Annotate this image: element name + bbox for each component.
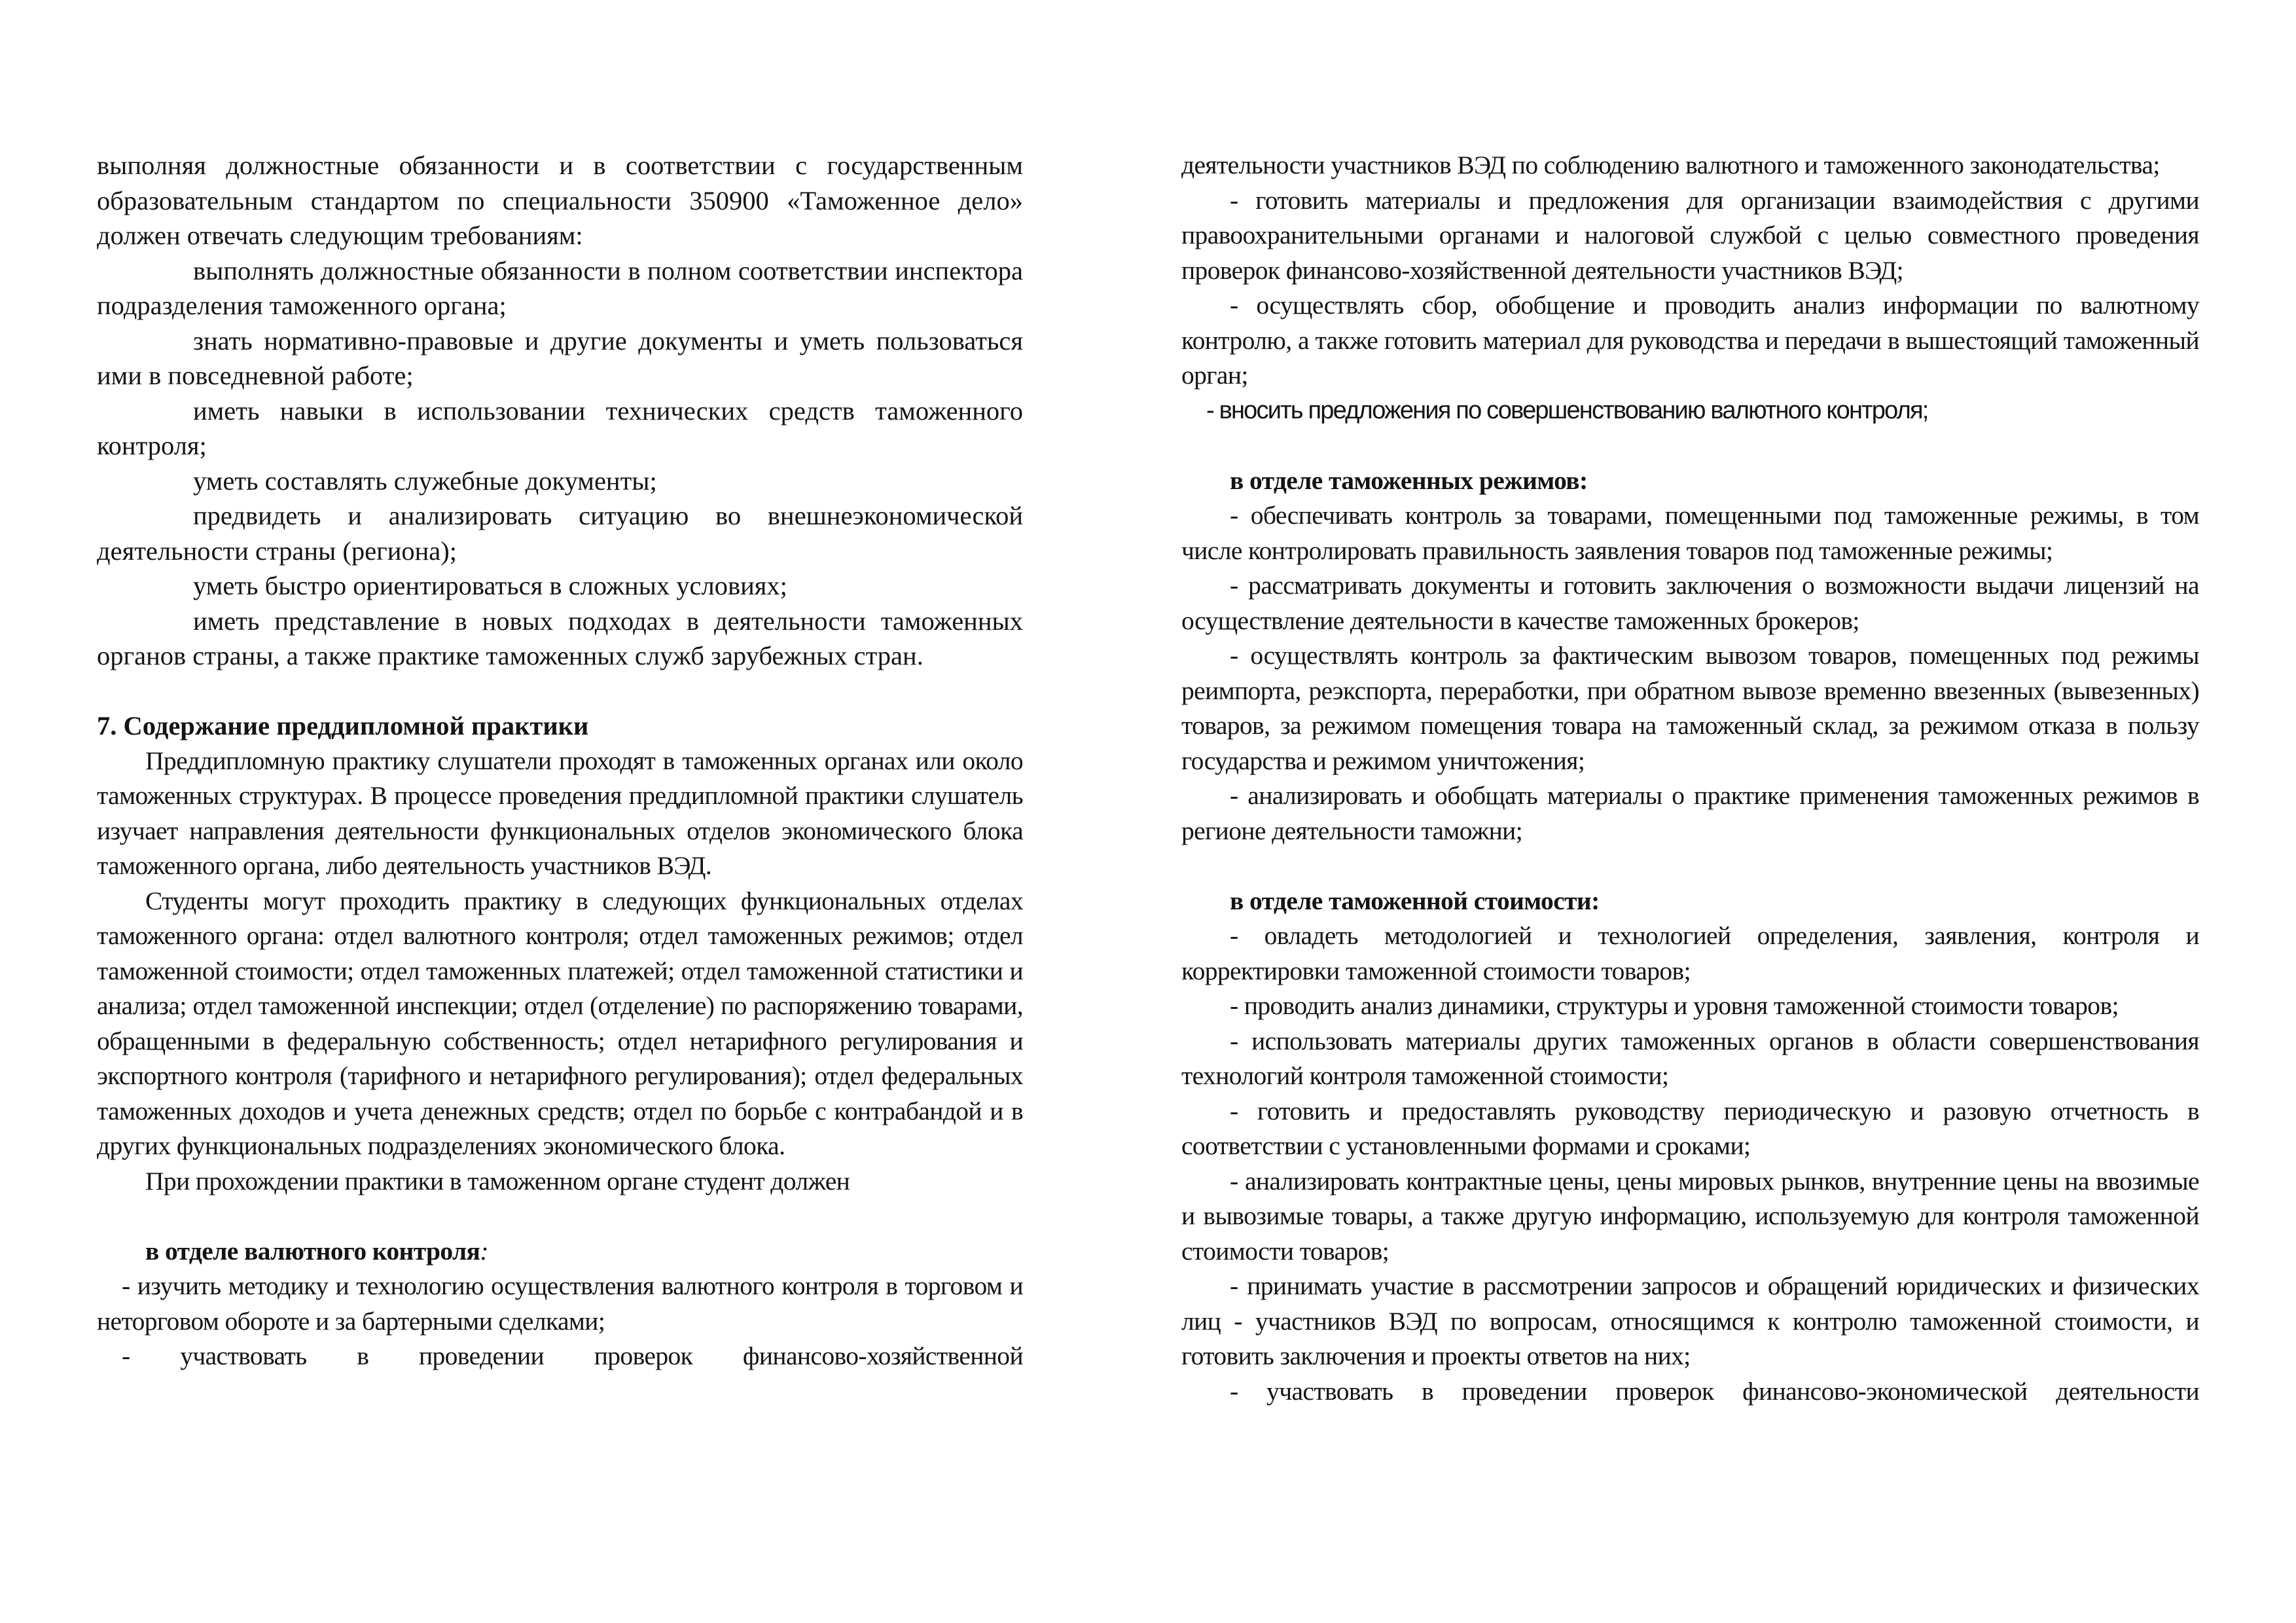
customs-value-item: - проводить анализ динамики, структуры и уровня таможенной стоимости товаров; xyxy=(1230,991,2119,1020)
currency-control-item: - готовить материалы и предложения для организации взаимодействия с другими правоохранительными органами и налоговой службой с целью совместного проведения проверок финансово-хозяйственной деятельности участников ВЭД; xyxy=(1181,185,2199,285)
left-column xyxy=(97,148,1023,1374)
right-column xyxy=(1181,148,2199,1409)
intro-paragraph: выполняя должностные обязанности и в соответствии с государственным образовательным стандартом по специальности 350900 «Таможенное дело» должен отвечать следующим требованиям: xyxy=(97,151,1023,250)
requirement-item: уметь быстро ориентироваться в сложных условиях; xyxy=(193,571,787,600)
regimes-item: - рассматривать документы и готовить заключения о возможности выдачи лицензий на осуществление деятельности в качестве таможенных брокеров; xyxy=(1181,571,2199,635)
customs-value-item: - готовить и предоставлять руководству периодическую и разовую отчетность в соответствии с установленными формами и сроками; xyxy=(1181,1096,2199,1160)
currency-control-heading-text: в отделе валютного контроля xyxy=(145,1236,480,1266)
currency-control-heading-colon: : xyxy=(480,1236,488,1266)
spacer xyxy=(1181,848,2199,884)
currency-control-item: - участвовать в проведении проверок финансово-хозяйственной xyxy=(122,1341,1023,1370)
spacer xyxy=(97,674,1023,709)
requirement-item: иметь представление в новых подходах в деятельности таможенных органов страны, а также практике таможенных служб зарубежных стран. xyxy=(97,606,1023,670)
customs-value-item: - овладеть методологией и технологией определения, заявления, контроля и корректировки таможенной стоимости товаров; xyxy=(1181,921,2199,985)
currency-control-item: - изучить методику и технологию осуществления валютного контроля в торговом и неторговом обороте и за бартерными сделками; xyxy=(97,1271,1023,1336)
regimes-item: - обеспечивать контроль за товарами, помещенными под таможенные режимы, в том числе контролировать правильность заявления товаров под таможенные режимы; xyxy=(1181,501,2199,565)
requirement-item: иметь навыки в использовании технических средств таможенного контроля; xyxy=(97,395,1023,460)
body-paragraph: Преддипломную практику слушатели проходят в таможенных органах или около таможенных структурах. В процессе проведения преддипломной практики слушатель изучает направления деятельности функциональных отделов экономического блока таможенного органа, либо деятельность участников ВЭД. xyxy=(97,746,1023,880)
currency-control-item: - вносить предложения по совершенствованию валютного контроля; xyxy=(1206,396,1928,424)
regimes-item: - осуществлять контроль за фактическим вывозом товаров, помещенных под режимы реимпорта, реэкспорта, переработки, при обратном вывозе временно ввезенных (вывезенных) товаров, за режимом помещения товара на таможенный склад, за режимом отказа в пользу государства и режимом уничтожения; xyxy=(1181,641,2199,775)
body-paragraph: Студенты могут проходить практику в следующих функциональных отделах таможенного органа: отдел валютного контроля; отдел таможенных режимов; отдел таможенной стоимости; отдел таможенных платежей; отдел таможенной статистики и анализа; отдел таможенной инспекции; отдел (отделение) по распоряжению товарами, обращенными в федеральную собственность; отдел нетарифного регулирования и экспортного контроля (тарифного и нетарифного регулирования); отдел федеральных таможенных доходов и учета денежных средств; отдел по борьбе с контрабандой и в других функциональных подразделениях экономического блока. xyxy=(97,886,1023,1160)
customs-value-item: - анализировать контрактные цены, цены мировых рынков, внутренние цены на ввозимые и вывозимые товары, а также другую информацию, используемую для контроля таможенной стоимости товаров; xyxy=(1181,1166,2199,1266)
regimes-item: - анализировать и обобщать материалы о практике применения таможенных режимов в регионе деятельности таможни; xyxy=(1181,781,2199,845)
continuation-paragraph: деятельности участников ВЭД по соблюдению валютного и таможенного законодательства; xyxy=(1181,151,2160,179)
customs-value-item: - использовать материалы других таможенных органов в области совершенствования технологий контроля таможенной стоимости; xyxy=(1181,1026,2199,1090)
customs-value-item: - принимать участие в рассмотрении запросов и обращений юридических и физических лиц - участников ВЭД по вопросам, относящимся к контролю таможенной стоимости, и готовить заключения и проекты ответов на них; xyxy=(1181,1271,2199,1370)
requirement-item: предвидеть и анализировать ситуацию во внешнеэкономической деятельности страны (региона); xyxy=(97,501,1023,566)
currency-control-heading xyxy=(97,1234,1023,1269)
requirement-item: выполнять должностные обязанности в полном соответствии инспектора подразделения таможенного органа; xyxy=(97,255,1023,320)
spacer xyxy=(97,1199,1023,1234)
customs-value-heading: в отделе таможенной стоимости: xyxy=(1230,886,1600,915)
customs-value-item: - участвовать в проведении проверок финансово-экономической деятельности xyxy=(1230,1376,2199,1406)
regimes-heading: в отделе таможенных режимов: xyxy=(1230,465,1588,495)
requirement-item: знать нормативно-правовые и другие документы и уметь пользоваться ими в повседневной работе; xyxy=(97,325,1023,390)
body-paragraph: При прохождении практики в таможенном органе студент должен xyxy=(145,1166,850,1195)
requirement-item: уметь составлять служебные документы; xyxy=(193,465,657,496)
section-heading: 7. Содержание преддипломной практики xyxy=(97,711,589,740)
spacer xyxy=(1181,428,2199,464)
currency-control-item: - осуществлять сбор, обобщение и проводить анализ информации по валютному контролю, а также готовить материал для руководства и передачи в вышестоящий таможенный орган; xyxy=(1181,291,2199,390)
